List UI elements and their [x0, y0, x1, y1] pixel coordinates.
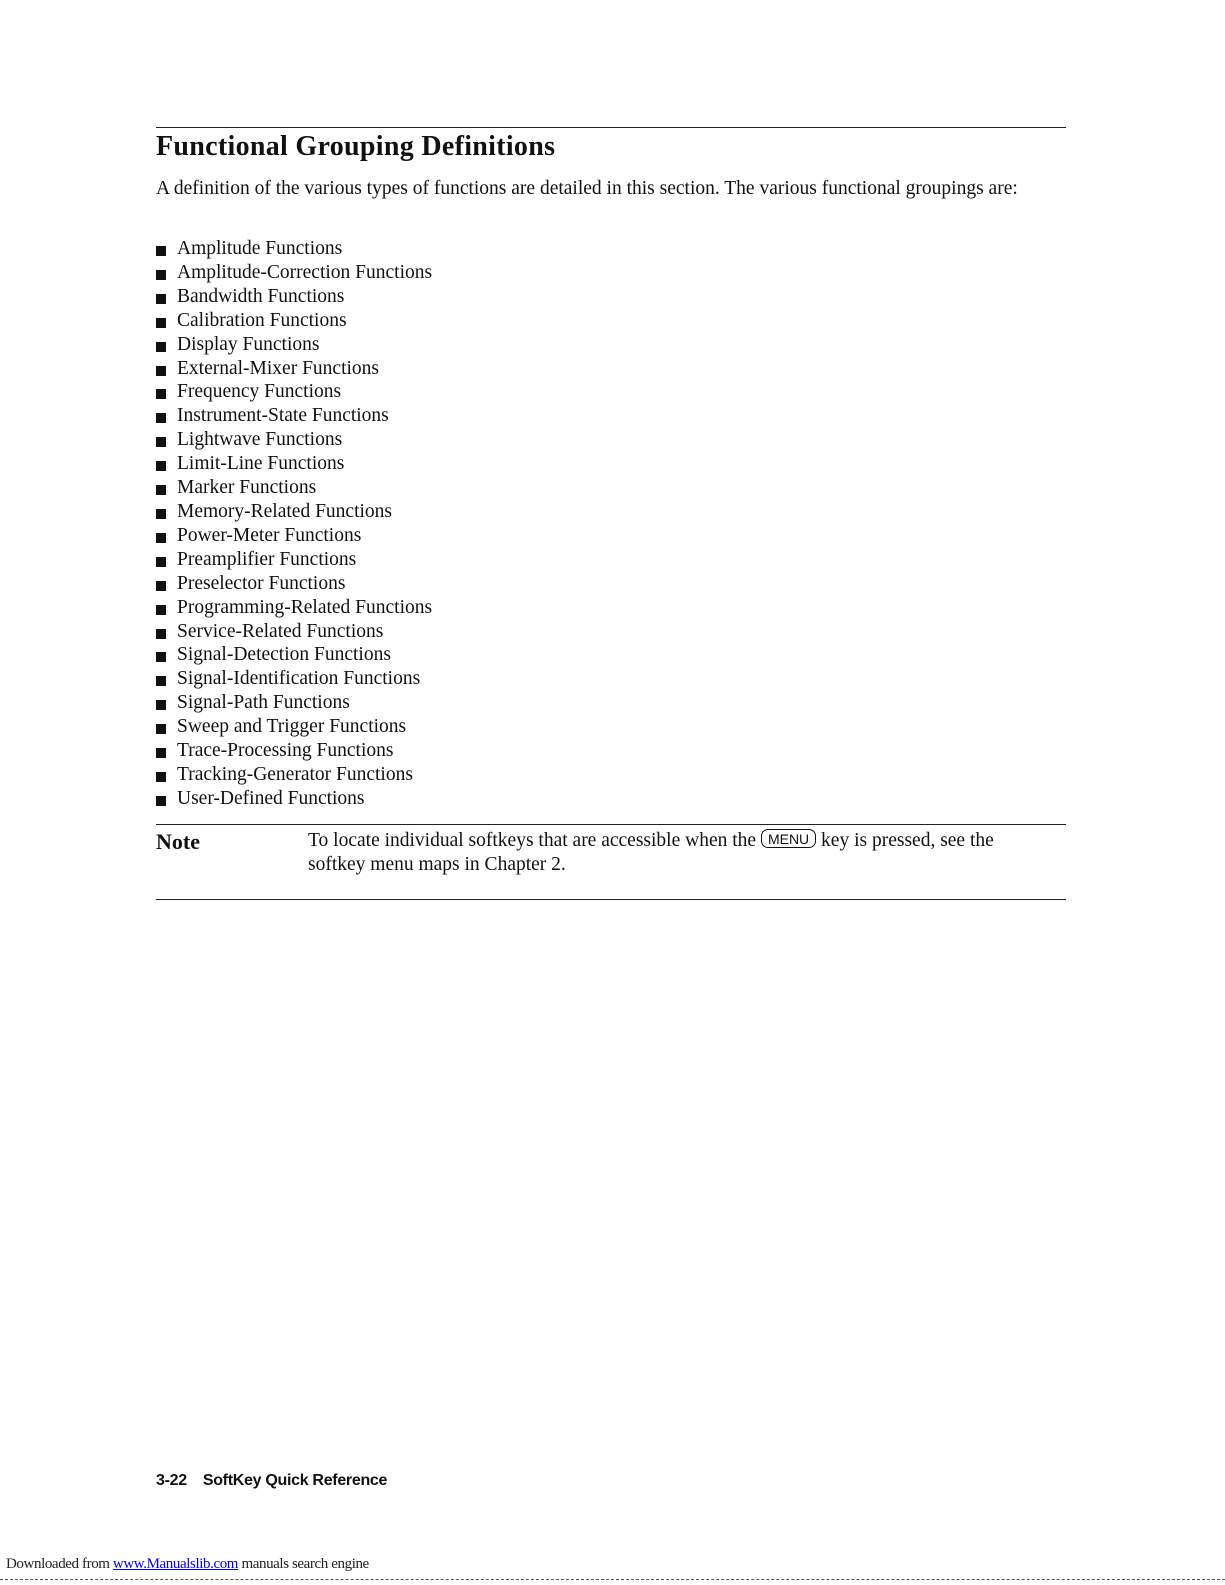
download-suffix: manuals search engine: [241, 1556, 369, 1572]
list-item-label: Tracking-Generator Functions: [177, 763, 413, 785]
note-text-before: To locate individual softkeys that are accessible when the: [308, 830, 757, 851]
list-item-label: Signal-Identification Functions: [177, 668, 421, 690]
square-bullet-icon: [156, 700, 166, 710]
list-item: [156, 333, 432, 357]
square-bullet-icon: [156, 533, 166, 543]
intro-paragraph: A definition of the various types of functions are detailed in this section. The various functional groupings are:: [156, 178, 1018, 199]
list-item: [156, 285, 432, 309]
top-rule: [156, 127, 1066, 128]
download-banner: [6, 1556, 369, 1573]
square-bullet-icon: [156, 437, 166, 447]
list-item-label: Sweep and Trigger Functions: [177, 716, 407, 738]
square-bullet-icon: [156, 557, 166, 567]
square-bullet-icon: [156, 413, 166, 423]
square-bullet-icon: [156, 389, 166, 399]
list-item-label: Instrument-State Functions: [177, 405, 389, 427]
functional-groups-list: [156, 237, 432, 811]
square-bullet-icon: [156, 676, 166, 686]
list-item: [156, 476, 432, 500]
list-item: [156, 596, 432, 620]
square-bullet-icon: [156, 629, 166, 639]
list-item-label: Display Functions: [177, 333, 320, 355]
list-item-label: Preamplifier Functions: [177, 548, 357, 570]
square-bullet-icon: [156, 796, 166, 806]
list-item-label: Lightwave Functions: [177, 429, 343, 451]
list-item-label: Programming-Related Functions: [177, 596, 433, 618]
list-item-label: Marker Functions: [177, 477, 317, 499]
square-bullet-icon: [156, 509, 166, 519]
page-number: 3-22: [156, 1472, 187, 1489]
list-item: [156, 691, 432, 715]
list-item-label: Preselector Functions: [177, 572, 346, 594]
bottom-dashed-line: [0, 1579, 1225, 1580]
menu-key: MENU: [761, 829, 816, 848]
footer-section-title: SoftKey Quick Reference: [202, 1472, 388, 1489]
list-item: [156, 380, 432, 404]
list-item: [156, 667, 432, 691]
list-item-label: Signal-Path Functions: [177, 692, 350, 714]
square-bullet-icon: [156, 652, 166, 662]
list-item-label: Trace-Processing Functions: [177, 740, 394, 762]
square-bullet-icon: [156, 461, 166, 471]
list-item: [156, 620, 432, 644]
list-item-label: Memory-Related Functions: [177, 500, 393, 522]
list-item: [156, 237, 432, 261]
list-item-label: User-Defined Functions: [177, 787, 365, 809]
note-text-after: key is pressed, see the softkey menu maps in Chapter 2.: [308, 830, 994, 875]
square-bullet-icon: [156, 581, 166, 591]
list-item: [156, 261, 432, 285]
list-item: [156, 787, 432, 811]
list-item: [156, 715, 432, 739]
note-bottom-rule: [156, 899, 1066, 900]
list-item: [156, 548, 432, 572]
list-item: [156, 404, 432, 428]
list-item-label: Bandwidth Functions: [177, 285, 345, 307]
square-bullet-icon: [156, 605, 166, 615]
download-prefix: Downloaded from: [6, 1556, 110, 1572]
square-bullet-icon: [156, 748, 166, 758]
square-bullet-icon: [156, 318, 166, 328]
list-item: [156, 739, 432, 763]
square-bullet-icon: [156, 724, 166, 734]
square-bullet-icon: [156, 366, 166, 376]
list-item: [156, 572, 432, 596]
list-item-label: Limit-Line Functions: [177, 453, 345, 475]
square-bullet-icon: [156, 772, 166, 782]
list-item: [156, 763, 432, 787]
page-title: Functional Grouping Definitions: [156, 131, 556, 162]
note-label: Note: [156, 829, 200, 854]
square-bullet-icon: [156, 294, 166, 304]
list-item-label: Service-Related Functions: [177, 620, 384, 642]
list-item-label: Frequency Functions: [177, 381, 342, 403]
list-item: [156, 643, 432, 667]
square-bullet-icon: [156, 485, 166, 495]
list-item-label: Signal-Detection Functions: [177, 644, 391, 666]
list-item: [156, 428, 432, 452]
note-top-rule: [156, 824, 1066, 825]
list-item-label: Power-Meter Functions: [177, 524, 362, 546]
list-item: [156, 500, 432, 524]
page-footer: [156, 1472, 387, 1490]
note-text: [308, 829, 1038, 877]
list-item: [156, 524, 432, 548]
list-item-label: Calibration Functions: [177, 309, 347, 331]
square-bullet-icon: [156, 342, 166, 352]
list-item-label: Amplitude-Correction Functions: [177, 261, 433, 283]
list-item: [156, 357, 432, 381]
list-item-label: External-Mixer Functions: [177, 357, 379, 379]
list-item-label: Amplitude Functions: [177, 238, 343, 259]
manualslib-link[interactable]: www.Manualslib.com: [112, 1556, 239, 1572]
list-item: [156, 452, 432, 476]
square-bullet-icon: [156, 246, 166, 256]
list-item: [156, 309, 432, 333]
square-bullet-icon: [156, 270, 166, 280]
